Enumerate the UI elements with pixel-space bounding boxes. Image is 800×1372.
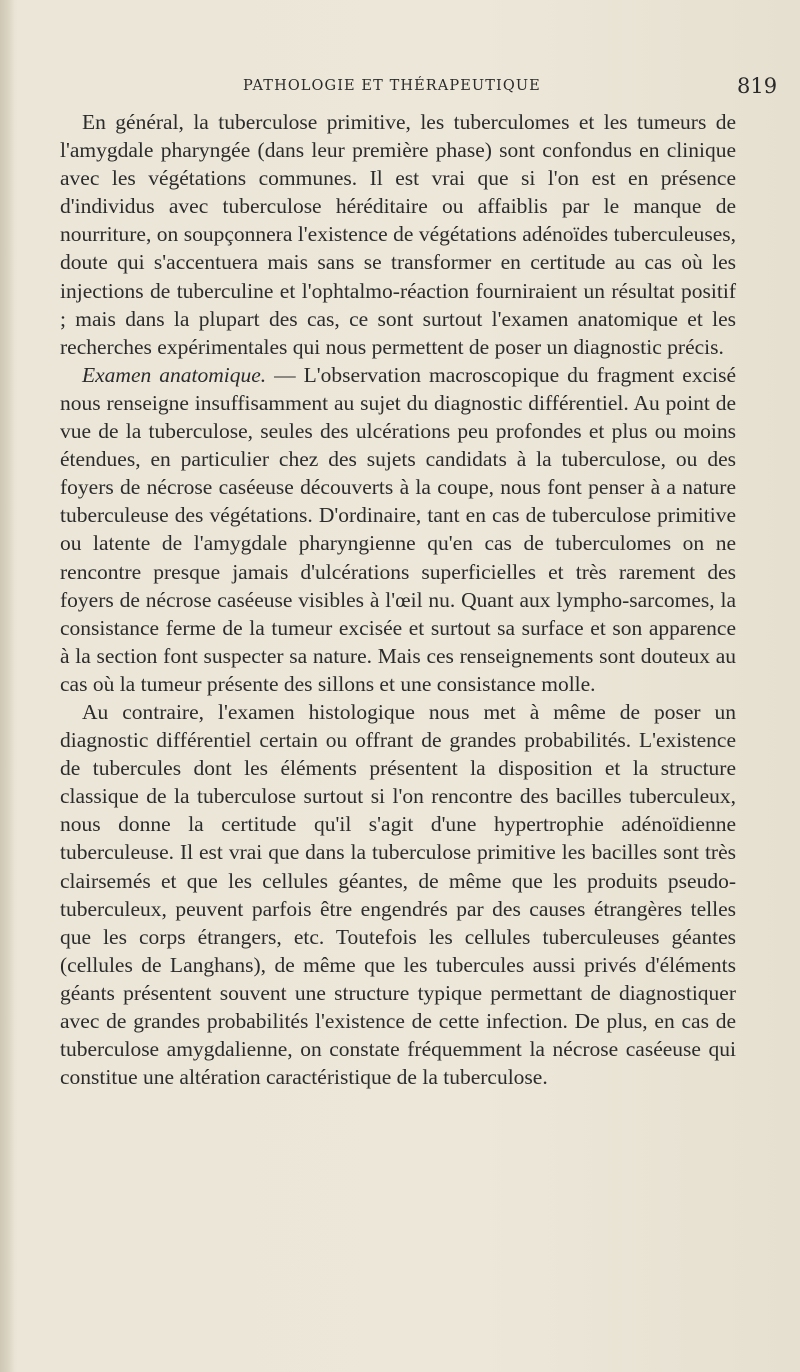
paragraph-text: — L'observation macroscopique du fragment excisé nous renseigne insuffisamment au sujet du diagnostic différentiel. Au point de vue de la tuberculose, seules des ulcérations peu profondes et plus ou moins étendues, en particulier chez des sujets candidats à la tuberculose, ou des foyers de nécrose caséeuse découverts à la coupe, nous font penser à a nature tuberculeuse des végétations. D'ordinaire, tant en cas de tuberculose primitive ou latente de l'amygdale pharyngienne qu'en cas de tuberculomes on ne rencontre presque jamais d'ulcérations superficielles et très rarement des foyers de nécrose caséeuse visibles à l'œil nu. Quant aux lympho-sarcomes, la consistance ferme de la tumeur excisée et surtout sa surface et son apparence à la section font suspecter sa nature. Mais ces renseignements sont douteux au cas où la tumeur présente des sillons et une consistance molle. <box>60 362 737 696</box>
running-head: PATHOLOGIE ET THÉRAPEUTIQUE <box>243 78 541 94</box>
page-number: 819 <box>737 74 778 98</box>
paragraph-examen-anatomique <box>60 361 736 698</box>
page-header <box>0 74 800 104</box>
section-heading: Examen anatomique. <box>82 362 267 387</box>
spine-shadow <box>0 0 14 1372</box>
paragraph-text: En général, la tuberculose primitive, les tuberculomes et les tumeurs de l'amygdale pharyngée (dans leur première phase) sont confondus en clinique avec les végétations communes. Il est vrai que si l'on est en présence d'individus avec tuberculose héréditaire ou affaiblis par le manque de nourriture, on soupçonnera l'existence de végétations adénoïdes tuberculeuses, doute qui s'accentuera mais sans se transformer en certitude au cas où les injections de tuberculine et l'ophtalmo-réaction fourniraient un résultat positif ; mais dans la plupart des cas, ce sont surtout l'examen anatomique et les recherches expérimentales qui nous permettent de poser un diagnostic précis. <box>60 110 736 359</box>
paragraph-text: Au contraire, l'examen histologique nous met à même de poser un diagnostic différentiel certain ou offrant de grandes probabilités. L'existence de tubercules dont les éléments présentent la disposition et la structure classique de la tuberculose surtout si l'on rencontre des bacilles tuberculeux, nous donne la certitude qu'il s'agit d'une hypertrophie adénoïdienne tuberculeuse. Il est vrai que dans la tuberculose primitive les bacilles sont très clairsemés et que les cellules géantes, de même que les produits pseudo-tuberculeux, peuvent parfois être engendrés par des causes étrangères telles que les corps étrangers, etc. Toutefois les cellules tuberculeuses géantes (cellules de Langhans), de même que les tubercules aussi privés d'éléments géants présentent souvent une structure typique permettant de diagnostiquer avec de grandes probabilités l'existence de cette infection. De plus, en cas de tuberculose amygdalienne, on constate fréquemment la nécrose caséeuse qui constitue une altération caractéristique de la tuberculose. <box>60 699 736 1090</box>
paragraph-examen-histologique <box>60 698 736 1091</box>
body-text <box>60 108 736 1091</box>
paragraph-general <box>60 108 736 361</box>
